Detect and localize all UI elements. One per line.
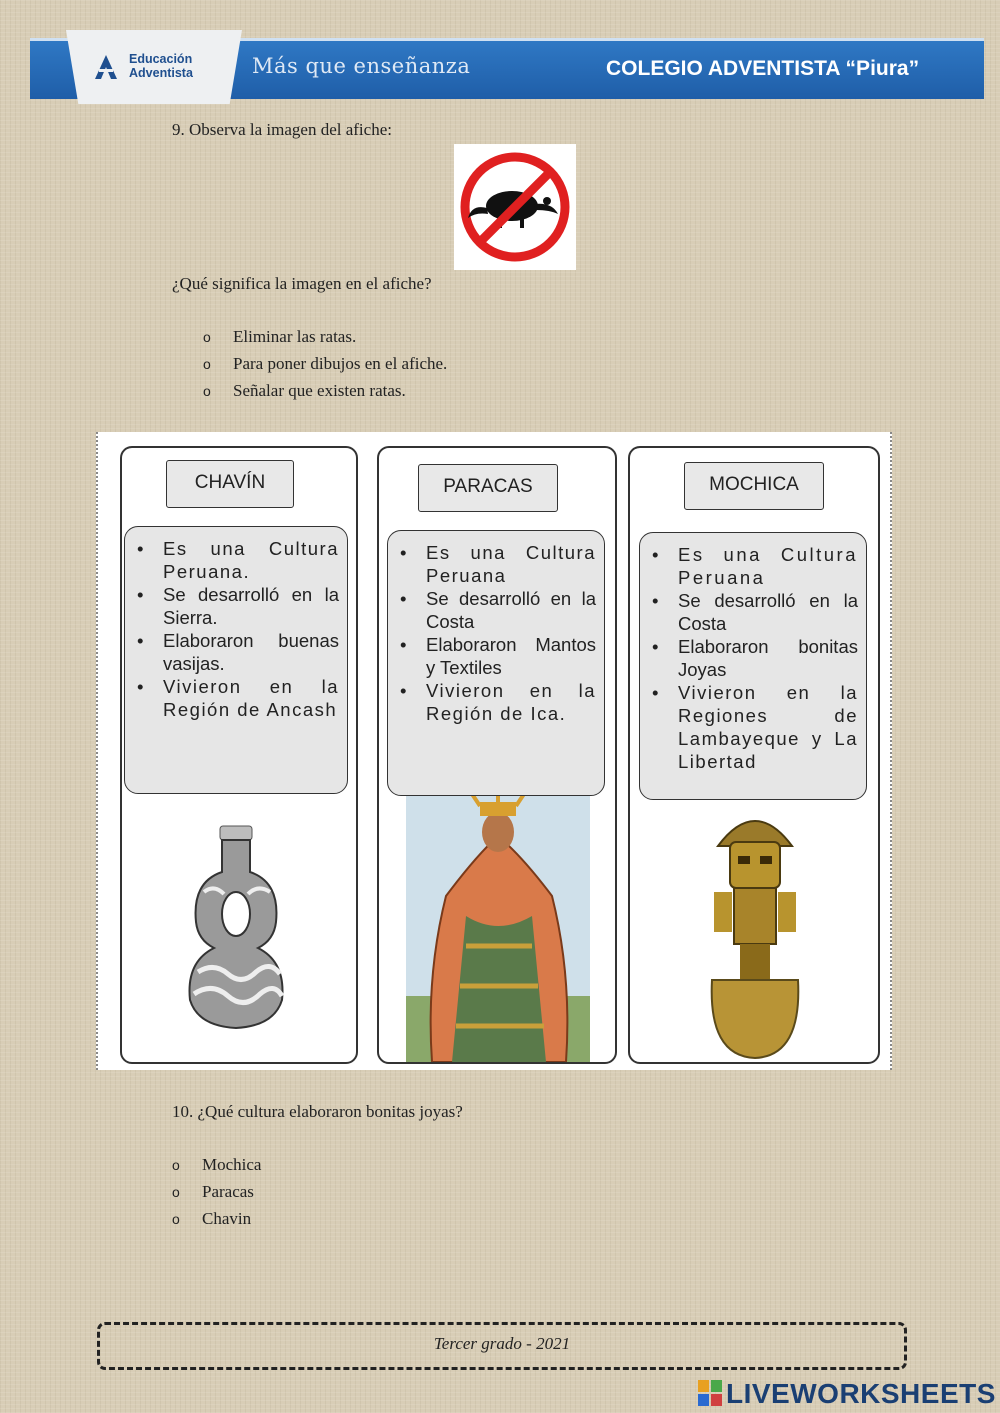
option-circle-icon: o [203,383,211,399]
adventista-logo-icon [94,54,118,80]
liveworksheets-brand[interactable]: LIVEWORKSHEETS [726,1378,996,1409]
culture-title-chavin: CHAVÍN [166,460,294,508]
culture-info-chavin [124,526,348,794]
fact-item: • Elaboraron Mantos y Textiles [388,633,604,679]
slogan: Más que enseñanza [252,54,471,78]
q10-question: 10. ¿Qué cultura elaboraron bonitas joyas? [172,1102,463,1121]
logo-line-2: Adventista [129,66,193,80]
fact-item: • Es una Cultura Peruana [388,541,604,587]
fact-item: • Es una Cultura Peruana. [125,537,347,583]
option-circle-icon: o [203,329,211,345]
q10-option[interactable] [172,1155,261,1175]
q9-question: ¿Qué significa la imagen en el afiche? [172,274,432,293]
footer-text: Tercer grado - 2021 [433,1334,571,1353]
fact-item: • Elaboraron bonitas Joyas [640,635,866,681]
no-rats-sign-image [454,144,576,270]
option-label: Señalar que existen ratas. [233,381,406,400]
option-label: Mochica [202,1155,262,1174]
footer-box [97,1322,907,1370]
culture-info-paracas [387,530,605,796]
option-circle-icon: o [172,1211,180,1227]
option-circle-icon: o [203,356,211,372]
q10-option[interactable] [172,1182,254,1202]
option-label: Paracas [202,1182,254,1201]
fact-item: • Elaboraron buenas vasijas. [125,629,347,675]
q9-option[interactable] [203,381,406,401]
culture-title-paracas: PARACAS [418,464,558,512]
fact-item: • Se desarrolló en la Sierra. [125,583,347,629]
chavin-vessel-image [184,822,288,1032]
option-label: Eliminar las ratas. [233,327,357,346]
fact-item: • Vivieron en la Región de Ica. [388,679,604,725]
culture-info-mochica [639,532,867,800]
culture-title-mochica: MOCHICA [684,462,824,510]
paracas-figure-image [406,796,590,1062]
liveworksheets-logo-icon [698,1380,722,1406]
fact-item: • Es una Cultura Peruana [640,543,866,589]
q10-option[interactable] [172,1209,251,1229]
fact-item: • Se desarrolló en la Costa [388,587,604,633]
q9-prompt: 9. Observa la imagen del afiche: [172,120,392,139]
option-circle-icon: o [172,1184,180,1200]
cultures-panel [96,432,892,1070]
option-label: Chavin [202,1209,252,1228]
mochica-tumi-image [704,806,806,1062]
logo-text [129,52,193,80]
school-name: COLEGIO ADVENTISTA “Piura” [606,57,920,80]
option-circle-icon: o [172,1157,180,1173]
option-label: Para poner dibujos en el afiche. [233,354,448,373]
q9-option[interactable] [203,354,447,374]
q9-option[interactable] [203,327,356,347]
fact-item: • Vivieron en la Región de Ancash [125,675,347,721]
fact-item: • Se desarrolló en la Costa [640,589,866,635]
fact-item: • Vivieron en la Regiones de Lambayeque y La Libertad [640,681,866,773]
logo-line-1: Educación [129,52,193,66]
